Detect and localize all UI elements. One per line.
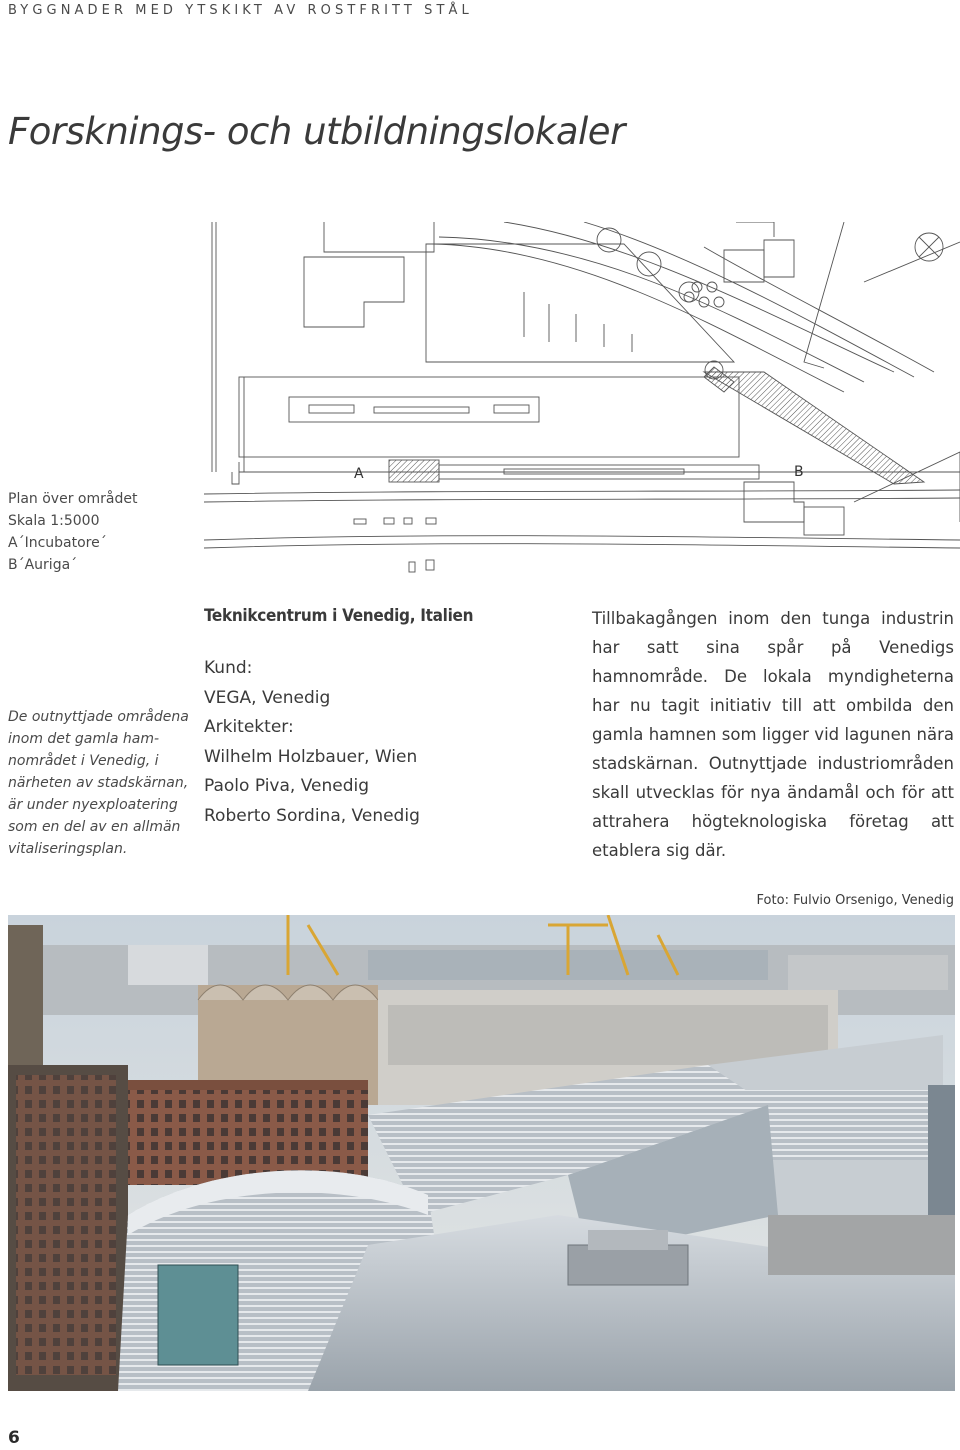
project-client: VEGA, Venedig (204, 687, 331, 708)
section-kicker: BYGGNADER MED YTSKIKT AV ROSTFRITT STÅL (8, 3, 473, 18)
plan-caption (8, 488, 137, 576)
site-plan-drawing (204, 222, 960, 578)
sidebar-note-line: nområdet i Venedig, i (8, 753, 159, 769)
sidebar-note-line: närheten av stadskärnan, (8, 775, 189, 791)
sidebar-note-line: De outnyttjade områdena (8, 709, 189, 725)
sidebar-note-line: vitaliseringsplan. (8, 841, 128, 857)
sidebar-note-line: inom det gamla ham- (8, 731, 160, 747)
project-heading: Teknikcentrum i Venedig, Italien (204, 606, 474, 626)
sidebar-note (8, 706, 193, 860)
project-architect: Roberto Sordina, Venedig (204, 805, 420, 826)
body-paragraph: Tillbakagången inom den tunga industrin har satt sina spår på Venedigs hamnområde. De lokala myndigheterna har nu tagit initiativ till att ombilda den gamla hamnen som ligger vid lagunen nära stadskärnan. Outnyttjade industriområden skall utvecklas för nya ändamål och för att attrahera högteknologiska företag att etablera sig där. (592, 609, 954, 860)
project-architect: Wilhelm Holzbauer, Wien (204, 746, 418, 767)
sidebar-note-line: är under nyexploatering (8, 797, 178, 813)
project-info (204, 606, 564, 831)
plan-caption-line: B´Auriga´ (8, 557, 78, 573)
project-architects-label: Arkitekter: (204, 717, 294, 737)
plan-caption-line: Plan över området (8, 491, 138, 507)
project-architect: Paolo Piva, Venedig (204, 776, 370, 796)
photo-credit: Foto: Fulvio Orsenigo, Venedig (756, 893, 954, 908)
page-title: Forsknings- och utbildningslokaler (8, 110, 625, 153)
plan-caption-line: A´Incubatore´ (8, 535, 107, 551)
plan-label-a: A (354, 466, 364, 482)
sidebar-note-line: som en del av en allmän (8, 819, 181, 835)
aerial-photo (8, 915, 955, 1391)
page-number: 6 (8, 1428, 20, 1448)
plan-label-b: B (794, 464, 804, 480)
project-client-label: Kund: (204, 658, 253, 678)
plan-caption-line: Skala 1:5000 (8, 513, 100, 529)
